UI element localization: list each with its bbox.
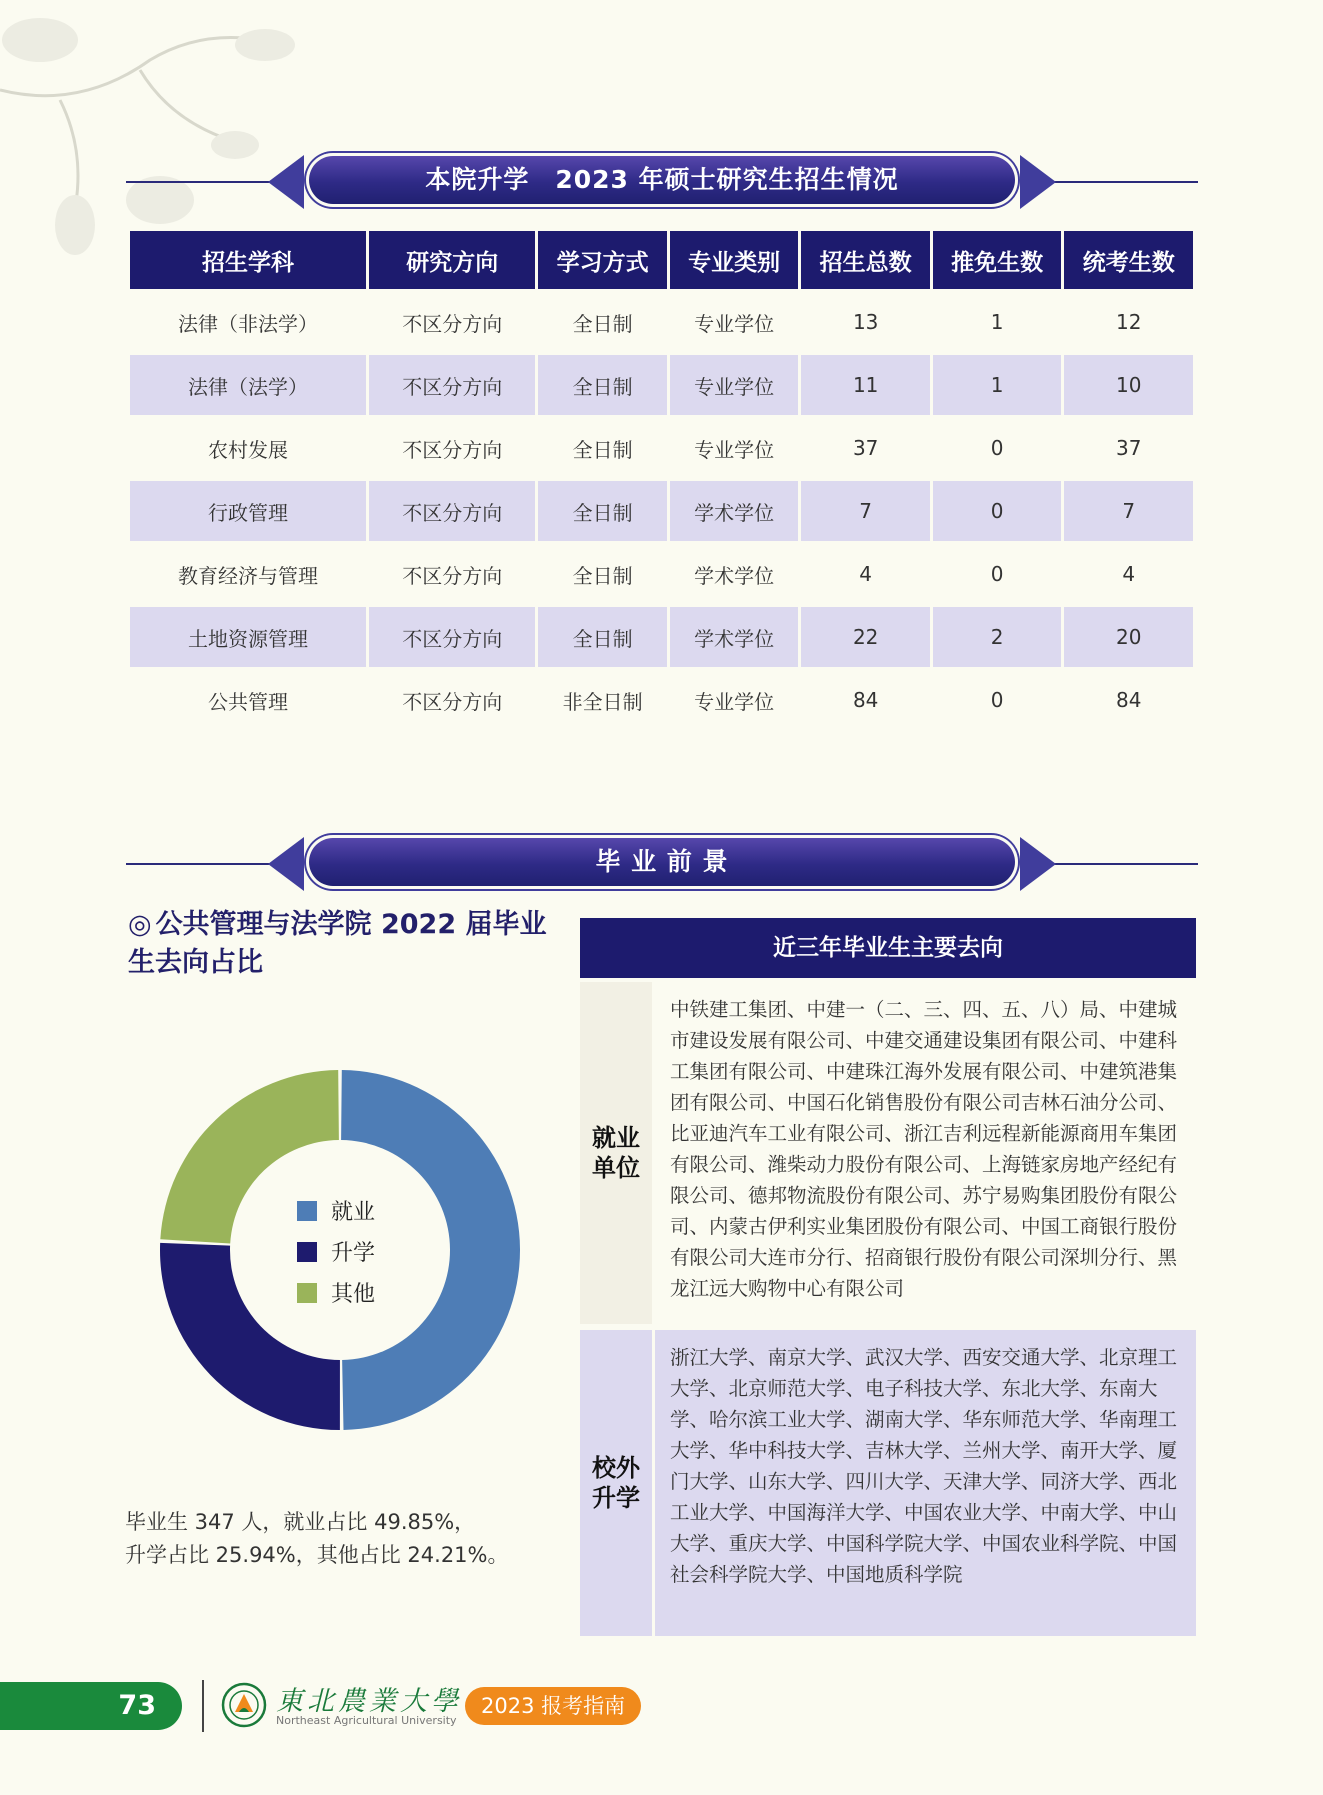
table-cell: 行政管理: [130, 481, 366, 541]
table-row: [130, 292, 1193, 352]
table-cell: 学术学位: [670, 544, 799, 604]
table-cell: 0: [933, 670, 1062, 730]
admission-title: 本院升学 2023 年硕士研究生招生情况: [306, 153, 1018, 207]
university-name-cn: 東北農業大學: [276, 1686, 462, 1717]
employment-row: [580, 982, 1196, 1324]
table-cell: 公共管理: [130, 670, 366, 730]
prospects-title: 毕 业 前 景: [306, 835, 1018, 889]
header-cell: 统考生数: [1064, 231, 1193, 289]
table-cell: 22: [801, 607, 930, 667]
table-cell: 4: [1064, 544, 1193, 604]
banner-arrow-left: [268, 837, 304, 891]
table-cell: 全日制: [538, 355, 667, 415]
admission-banner: [126, 153, 1198, 211]
table-cell: 专业学位: [670, 355, 799, 415]
header-cell: 研究方向: [369, 231, 535, 289]
table-cell: 2: [933, 607, 1062, 667]
study-text: 浙江大学、南京大学、武汉大学、西安交通大学、北京理工大学、北京师范大学、电子科技大学、东北大学、东南大学、哈尔滨工业大学、湖南大学、华东师范大学、华南理工大学、华中科技大学、吉林大学、兰州大学、南开大学、厦门大学、山东大学、四川大学、天津大学、同济大学、西北工业大学、中国海洋大学、中国农业大学、中南大学、中山大学、重庆大学、中国科学院大学、中国农业科学院、中国社会科学院大学、中国地质科学院: [670, 1346, 1178, 1586]
table-cell: 全日制: [538, 481, 667, 541]
table-cell: 20: [1064, 607, 1193, 667]
table-cell: 4: [801, 544, 930, 604]
study-label: [580, 1330, 655, 1636]
table-cell: 不区分方向: [369, 481, 535, 541]
table-cell: 法律（非法学）: [130, 292, 366, 352]
employment-label-text: 就业单位: [592, 1124, 640, 1182]
chart-legend: [297, 1190, 375, 1313]
table-cell: 10: [1064, 355, 1193, 415]
table-cell: 0: [933, 418, 1062, 478]
table-cell: 不区分方向: [369, 418, 535, 478]
table-cell: 学术学位: [670, 481, 799, 541]
banner-line: [126, 863, 276, 865]
table-cell: 全日制: [538, 544, 667, 604]
table-cell: 不区分方向: [369, 292, 535, 352]
page-number: 73: [0, 1682, 182, 1730]
table-cell: 84: [801, 670, 930, 730]
table-row: [130, 355, 1193, 415]
legend-item: [297, 1231, 375, 1272]
further-study-row: [580, 1330, 1196, 1636]
study-label-text: 校外升学: [592, 1454, 640, 1512]
table-cell: 学术学位: [670, 607, 799, 667]
table-cell: 37: [1064, 418, 1193, 478]
table-row: [130, 607, 1193, 667]
banner-line: [126, 181, 276, 183]
table-cell: 法律（法学）: [130, 355, 366, 415]
legend-label: 其他: [331, 1282, 376, 1307]
employment-label: [580, 982, 652, 1324]
table-cell: 12: [1064, 292, 1193, 352]
table-cell: 1: [933, 292, 1062, 352]
table-cell: 专业学位: [670, 292, 799, 352]
footer-divider: [202, 1680, 204, 1732]
table-cell: 0: [933, 481, 1062, 541]
header-cell: 招生总数: [801, 231, 930, 289]
chart-title-text: 公共管理与法学院 2022 届毕业生去向占比: [128, 909, 547, 978]
table-cell: 不区分方向: [369, 544, 535, 604]
legend-label: 升学: [331, 1241, 376, 1266]
banner-line: [1048, 181, 1198, 183]
magnolia-decoration: [0, 0, 420, 260]
table-cell: 13: [801, 292, 930, 352]
graduate-summary: [125, 1506, 509, 1572]
summary-line: 升学占比 25.94%，其他占比 24.21%。: [125, 1543, 509, 1567]
header-cell: 招生学科: [130, 231, 366, 289]
table-cell: 教育经济与管理: [130, 544, 366, 604]
table-cell: 专业学位: [670, 670, 799, 730]
legend-swatch: [297, 1242, 317, 1262]
banner-arrow-left: [268, 155, 304, 209]
table-row: [130, 481, 1193, 541]
legend-swatch: [297, 1283, 317, 1303]
table-cell: 不区分方向: [369, 355, 535, 415]
table-cell: 7: [801, 481, 930, 541]
table-cell: 全日制: [538, 607, 667, 667]
table-cell: 专业学位: [670, 418, 799, 478]
university-name-en: Northeast Agricultural University: [276, 1714, 457, 1727]
legend-swatch: [297, 1201, 317, 1221]
legend-item: [297, 1272, 375, 1313]
table-cell: 农村发展: [130, 418, 366, 478]
legend-label: 就业: [331, 1200, 376, 1225]
table-cell: 不区分方向: [369, 607, 535, 667]
table-row: [130, 544, 1193, 604]
banner-line: [1048, 863, 1198, 865]
destinations-header: 近三年毕业生主要去向: [580, 918, 1196, 978]
legend-item: [297, 1190, 375, 1231]
admission-table: [127, 228, 1196, 733]
summary-line: 毕业生 347 人，就业占比 49.85%，: [125, 1510, 476, 1534]
header-cell: 学习方式: [538, 231, 667, 289]
banner-arrow-right: [1020, 837, 1056, 891]
table-cell: 11: [801, 355, 930, 415]
table-cell: 全日制: [538, 292, 667, 352]
university-logo-icon: [221, 1682, 267, 1728]
chart-title: [128, 906, 558, 982]
employment-text: 中铁建工集团、中建一（二、三、四、五、八）局、中建城市建设发展有限公司、中建交通建设集团有限公司、中建科工集团有限公司、中建珠江海外发展有限公司、中建筑港集团有限公司、中国石化销售股份有限公司吉林石油分公司、比亚迪汽车工业有限公司、浙江吉利远程新能源商用车集团有限公司、潍柴动力股份有限公司、上海链家房地产经纪有限公司、德邦物流股份有限公司、苏宁易购集团股份有限公司、内蒙古伊利实业集团股份有限公司、中国工商银行股份有限公司大连市分行、招商银行股份有限公司深圳分行、黑龙江远大购物中心有限公司: [670, 998, 1178, 1300]
banner-arrow-right: [1020, 155, 1056, 209]
circle-bullet-icon: ◎: [128, 909, 152, 940]
table-row: [130, 418, 1193, 478]
guide-badge: 2023 报考指南: [465, 1687, 641, 1725]
table-cell: 全日制: [538, 418, 667, 478]
table-cell: 不区分方向: [369, 670, 535, 730]
table-cell: 37: [801, 418, 930, 478]
table-header-row: [130, 231, 1193, 289]
table-cell: 0: [933, 544, 1062, 604]
table-row: [130, 670, 1193, 730]
table-cell: 非全日制: [538, 670, 667, 730]
table-cell: 84: [1064, 670, 1193, 730]
prospects-banner: [126, 835, 1198, 893]
header-cell: 专业类别: [670, 231, 799, 289]
table-cell: 1: [933, 355, 1062, 415]
table-cell: 7: [1064, 481, 1193, 541]
table-cell: 土地资源管理: [130, 607, 366, 667]
header-cell: 推免生数: [933, 231, 1062, 289]
